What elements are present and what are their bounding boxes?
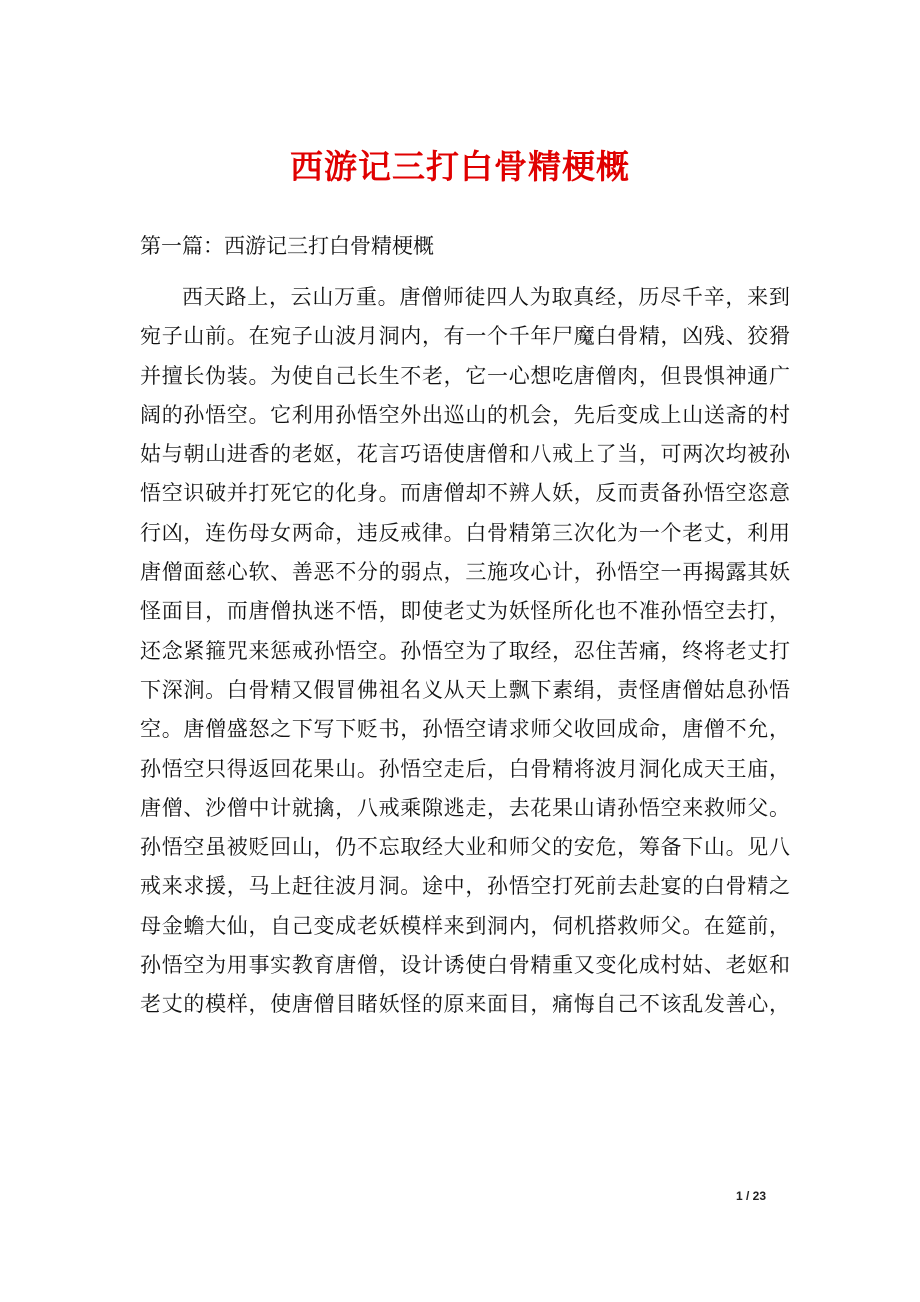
body-line: 阔 的 孙 悟 空 。 它 利 用 孙 悟 空 外 出 巡 山 的 机 会 ， 先 后 变 成 上 山 送 斋 的 村 (140, 402, 790, 427)
page-number: 1 / 23 (736, 1189, 767, 1203)
body-line: 悟 空 识 破 并 打 死 它 的 化 身 。 而 唐 僧 却 不 辨 人 妖 ， 反 而 责 备 孙 悟 空 恣 意 (140, 481, 790, 506)
body-line: 姑 与 朝 山 进 香 的 老 妪 ， 花 言 巧 语 使 唐 僧 和 八 戒 上 了 当 ， 可 两 次 均 被 孙 (140, 442, 790, 467)
body-line: 孙 悟 空 虽 被 贬 回 山 ， 仍 不 忘 取 经 大 业 和 师 父 的 安 危 ， 筹 备 下 山 。 见 八 (140, 835, 790, 860)
body-line: 戒 来 求 援 ， 马 上 赶 往 波 月 洞 。 途 中 ， 孙 悟 空 打 死 前 去 赴 宴 的 白 骨 精 之 (140, 874, 790, 899)
section-heading: 第一篇：西游记三打白骨精梗概 (140, 234, 434, 258)
body-line: 行 凶 ， 连 伤 母 女 两 命 ， 违 反 戒 律 。 白 骨 精 第 三 次 化 为 一 个 老 丈 ， 利 用 (140, 520, 790, 545)
body-line: 老 丈 的 模 样 ， 使 唐 僧 目 睹 妖 怪 的 原 来 面 目 ， 痛 悔 自 己 不 该 乱 发 善 心 ， (140, 992, 790, 1017)
body-line: 还 念 紧 箍 咒 来 惩 戒 孙 悟 空 。 孙 悟 空 为 了 取 经 ， 忍 住 苦 痛 ， 终 将 老 丈 打 (140, 638, 790, 663)
body-line: 宛 子 山 前 。 在 宛 子 山 波 月 洞 内 ， 有 一 个 千 年 尸 魔 白 骨 精 ， 凶 残 、 狡 猾 (140, 324, 790, 349)
body-line: 孙 悟 空 为 用 事 实 教 育 唐 僧 ， 设 计 诱 使 白 骨 精 重 又 变 化 成 村 姑 、 老 妪 和 (140, 953, 790, 978)
body-line: 空 。 唐 僧 盛 怒 之 下 写 下 贬 书 ， 孙 悟 空 请 求 师 父 收 回 成 命 ， 唐 僧 不 允 ， (140, 717, 790, 742)
body-line: 唐 僧 、 沙 僧 中 计 就 擒 ， 八 戒 乘 隙 逃 走 ， 去 花 果 山 请 孙 悟 空 来 救 师 父 。 (140, 795, 790, 820)
body-line: 唐 僧 面 慈 心 软 、 善 恶 不 分 的 弱 点 ， 三 施 攻 心 计 ， 孙 悟 空 一 再 揭 露 其 妖 (140, 560, 790, 585)
body-line: 怪 面 目 ， 而 唐 僧 执 迷 不 悟 ， 即 使 老 丈 为 妖 怪 所 化 也 不 准 孙 悟 空 去 打 ， (140, 599, 790, 624)
body-line: 西 天 路 上 ， 云 山 万 重 。 唐 僧 师 徒 四 人 为 取 真 经 ， 历 尽 千 辛 ， 来 到 (182, 285, 790, 309)
document-title: 西游记三打白骨精梗概 (290, 147, 630, 186)
body-text (140, 278, 790, 1025)
body-line: 下 深 涧 。 白 骨 精 又 假 冒 佛 祖 名 义 从 天 上 飘 下 素 绢 ， 责 怪 唐 僧 姑 息 孙 悟 (140, 677, 790, 702)
body-line: 并 擅 长 伪 装 。 为 使 自 己 长 生 不 老 ， 它 一 心 想 吃 唐 僧 肉 ， 但 畏 惧 神 通 广 (140, 363, 790, 388)
body-line: 孙 悟 空 只 得 返 回 花 果 山 。 孙 悟 空 走 后 ， 白 骨 精 将 波 月 洞 化 成 天 王 庙 ， (140, 756, 790, 781)
body-line: 母 金 蟾 大 仙 ， 自 己 变 成 老 妖 模 样 来 到 洞 内 ， 伺 机 搭 救 师 父 。 在 筵 前 ， (140, 913, 790, 938)
